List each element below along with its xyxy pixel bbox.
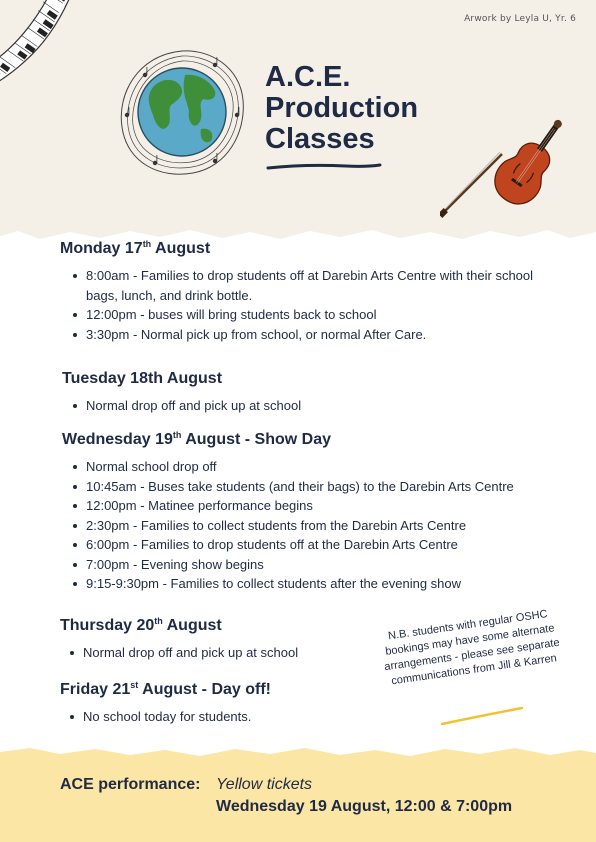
day-heading: Tuesday 18th August xyxy=(62,370,223,387)
list-item: 7:00pm - Evening show begins xyxy=(86,555,562,575)
day-section-friday xyxy=(60,681,360,727)
title-line: Production xyxy=(265,92,419,124)
schedule-list xyxy=(60,707,360,727)
list-item: 9:15-9:30pm - Families to collect students after the evening show xyxy=(86,574,562,594)
title-line: Classes xyxy=(265,123,375,155)
torn-paper-edge-bottom xyxy=(0,746,596,760)
list-item: 3:30pm - Normal pick up from school, or normal After Care. xyxy=(86,325,560,345)
globe-music-icon xyxy=(115,45,250,180)
day-section-tuesday xyxy=(62,370,562,416)
schedule-list xyxy=(60,643,360,663)
list-item: 8:00am - Families to drop students off at Darebin Arts Centre with their school bags, lunch, and drink bottle. xyxy=(86,266,560,305)
day-section-monday xyxy=(60,240,560,344)
day-section-wednesday xyxy=(62,431,562,594)
schedule-list xyxy=(62,396,562,416)
list-item: 6:00pm - Families to drop students off at the Darebin Arts Centre xyxy=(86,535,562,555)
page-title xyxy=(265,62,418,155)
day-heading: Friday 21st August - Day off! xyxy=(60,680,272,698)
list-item: Normal drop off and pick up at school xyxy=(83,643,360,663)
title-underline xyxy=(266,163,382,171)
artwork-credit: Arwork by Leyla U, Yr. 6 xyxy=(464,14,576,24)
day-heading: Thursday 20th August xyxy=(60,616,222,634)
list-item: No school today for students. xyxy=(83,707,360,727)
list-item: 10:45am - Buses take students (and their bags) to the Darebin Arts Centre xyxy=(86,477,562,497)
list-item: Normal drop off and pick up at school xyxy=(86,396,562,416)
piano-keys-icon xyxy=(0,0,120,140)
ticket-type: Yellow tickets xyxy=(216,776,313,793)
schedule-list xyxy=(62,457,562,594)
list-item: 2:30pm - Families to collect students from the Darebin Arts Centre xyxy=(86,516,562,536)
violin-icon xyxy=(440,118,570,233)
list-item: 12:00pm - Matinee performance begins xyxy=(86,496,562,516)
performance-date: Wednesday 19 August, 12:00 & 7:00pm xyxy=(216,798,513,815)
note-underline xyxy=(440,704,526,728)
day-heading: Wednesday 19th August - Show Day xyxy=(62,430,332,448)
day-section-thursday xyxy=(60,617,360,663)
performance-label: ACE performance: xyxy=(60,776,201,793)
title-line: A.C.E. xyxy=(265,61,351,93)
list-item: 12:00pm - buses will bring students back to school xyxy=(86,305,560,325)
schedule-list xyxy=(60,266,560,344)
oshc-note: N.B. students with regular OSHC bookings may have some alternate arrangements - please see separate communications from Jill & Karren xyxy=(383,608,561,688)
list-item: Normal school drop off xyxy=(86,457,562,477)
day-heading: Monday 17th August xyxy=(60,239,211,257)
